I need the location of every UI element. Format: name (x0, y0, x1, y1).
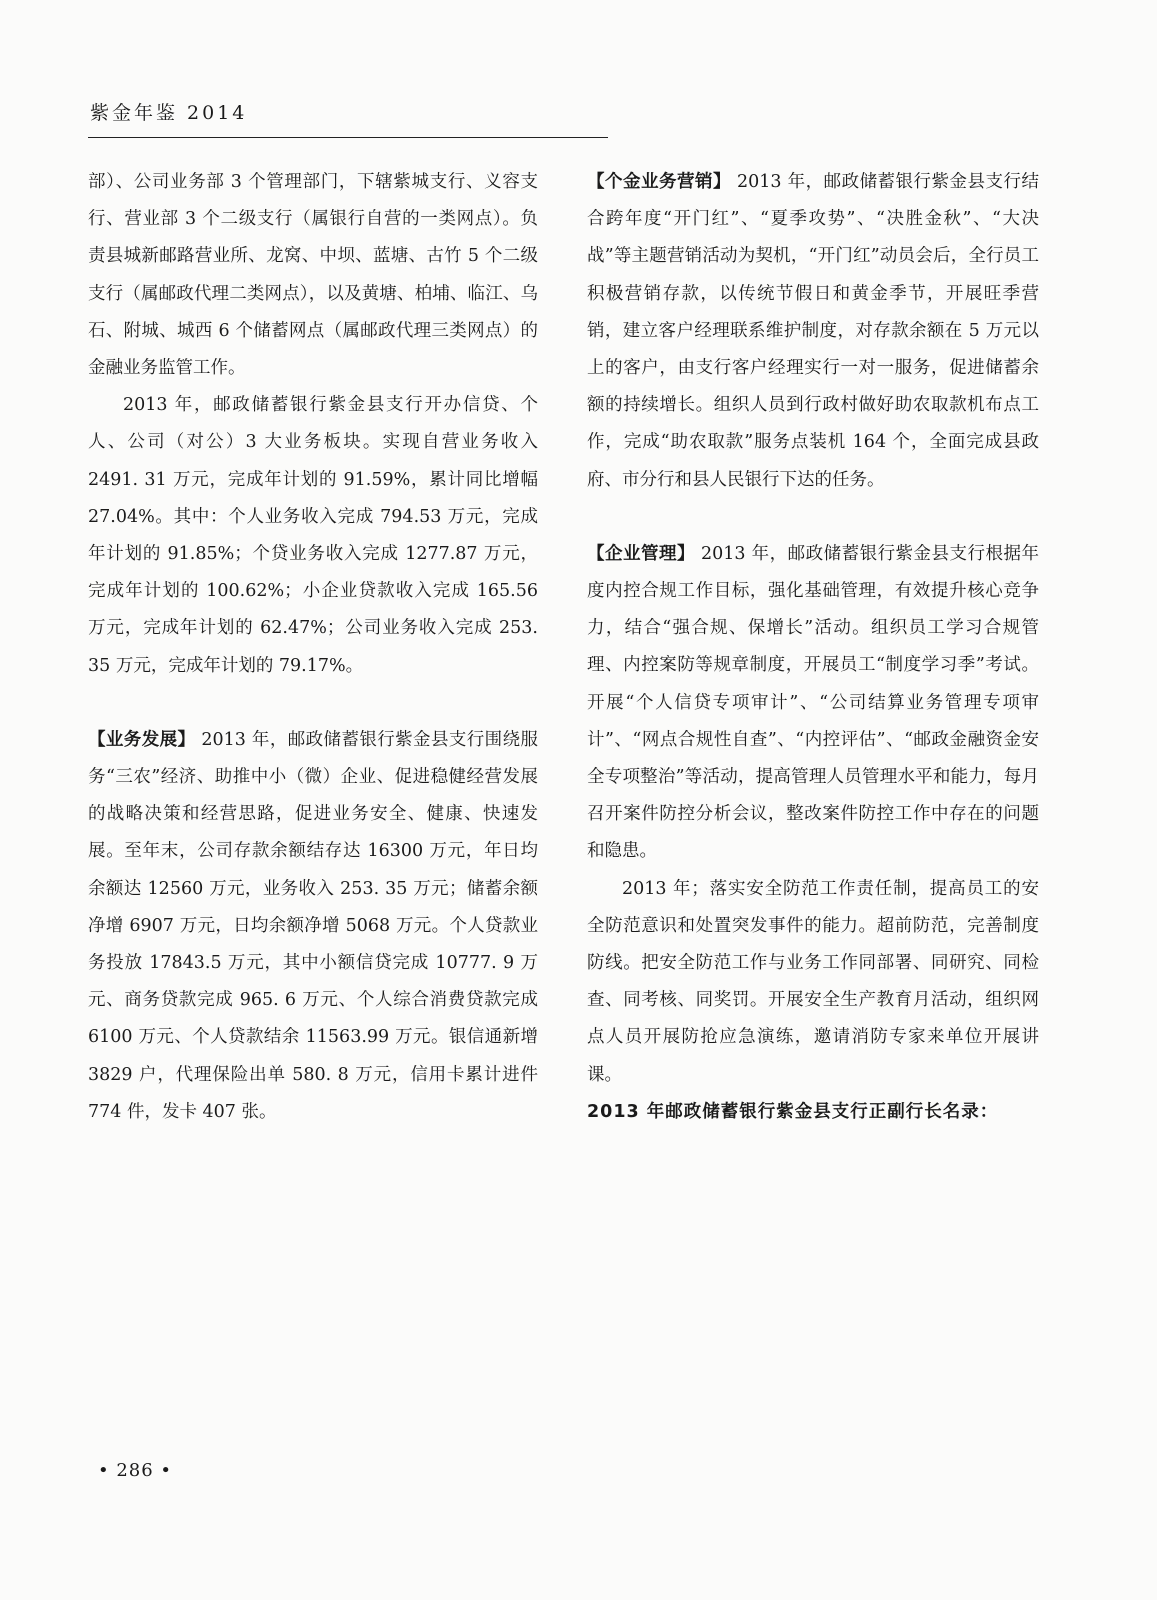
section-business-tag: 【业务发展】 (88, 729, 196, 750)
page-number: • 286 • (98, 1460, 173, 1481)
right-column (587, 164, 1039, 1131)
left-column (88, 164, 538, 1131)
section-gap (88, 685, 538, 722)
paragraph-revenue: 2013 年，邮政储蓄银行紫金县支行开办信贷、个人、公司（对公）3 大业务板块。实现自营业务收入 2491. 31 万元，完成年计划的 91.59%，累计同比增幅 27.04%。其中：个人业务收入完成 794.53 万元，完成年计划的 91.85%；个贷业务收入完成 1277.87 万元，完成年计划的 100.62%；小企业贷款收入完成 165.56 万元，完成年计划的 62.47%；公司业务收入完成 253. 35 万元，完成年计划的 79.17%。 (88, 395, 538, 676)
section-enterprise-management (587, 536, 1039, 871)
section-retail-tag: 【个金业务营销】 (587, 172, 731, 192)
section-gap (587, 499, 1039, 536)
paragraph-safety: 2013 年；落实安全防范工作责任制，提高员工的安全防范意识和处置突发事件的能力。超前防范，完善制度防线。把安全防范工作与业务工作同部署、同研究、同检查、同考核、同奖罚。开展安全生产教育月活动，组织网点人员开展防抢应急演练，邀请消防专家来单位开展讲课。 (587, 878, 1039, 1085)
leaders-list-title: 2013 年邮政储蓄银行紫金县支行正副行长名录： (587, 1101, 999, 1122)
section-business-development (88, 722, 538, 1131)
header-title: 紫金年鉴 2014 (90, 102, 248, 124)
paragraph-branch-structure: 部）、公司业务部 3 个管理部门，下辖紫城支行、义容支行、营业部 3 个二级支行（属银行自营的一类网点）。负责县城新邮路营业所、龙窝、中坝、蓝塘、古竹 5 个二级支行（属邮政代理二类网点），以及黄塘、柏埔、临江、乌石、附城、城西 6 个储蓄网点（属邮政代理三类网点）的金融业务监管工作。 (88, 172, 538, 379)
section-retail-text: 2013 年，邮政储蓄银行紫金县支行结合跨年度“开门红”、“夏季攻势”、“决胜金秋”、“大决战”等主题营销活动为契机，“开门红”动员会后，全行员工积极营销存款，以传统节假日和黄金季节，开展旺季营销，建立客户经理联系维护制度，对存款余额在 5 万元以上的客户，由支行客户经理实行一对一服务，促进储蓄余额的持续增长。组织人员到行政村做好助农取款机布点工作，完成“助农取款”服务点装机 164 个，全面完成县政府、市分行和县人民银行下达的任务。 (587, 172, 1040, 490)
section-business-text: 2013 年，邮政储蓄银行紫金县支行围绕服务“三农”经济、助推中小（微）企业、促进稳健经营发展的战略决策和经营思路，促进业务安全、健康、快速发展。至年末，公司存款余额结存达 16300 万元，年日均余额达 12560 万元，业务收入 253. 35 万元；储蓄余额净增 6907 万元，日均余额净增 5068 万元。个人贷款业务投放 17843.5 万元，其中小额信贷完成 10777. 9 万元、商务贷款完成 965. 6 万元、个人综合消费贷款完成 6100 万元、个人贷款结余 11563.99 万元。银信通新增 3829 户，代理保险出单 580. 8 万元，信用卡累计进件 774 件，发卡 407 张。 (88, 729, 538, 1122)
header-rule (88, 137, 608, 138)
section-retail-marketing (587, 164, 1039, 499)
section-mgmt-tag: 【企业管理】 (587, 543, 695, 564)
section-mgmt-text: 2013 年，邮政储蓄银行紫金县支行根据年度内控合规工作目标，强化基础管理，有效提升核心竞争力，结合“强合规、保增长”活动。组织员工学习合规管理、内控案防等规章制度，开展员工“制度学习季”考试。开展“个人信贷专项审计”、“公司结算业务管理专项审计”、“网点合规性自查”、“内控评估”、“邮政金融资金安全专项整治”等活动，提高管理人员管理水平和能力，每月召开案件防控分析会议，整改案件防控工作中存在的问题和隐患。 (587, 543, 1040, 862)
